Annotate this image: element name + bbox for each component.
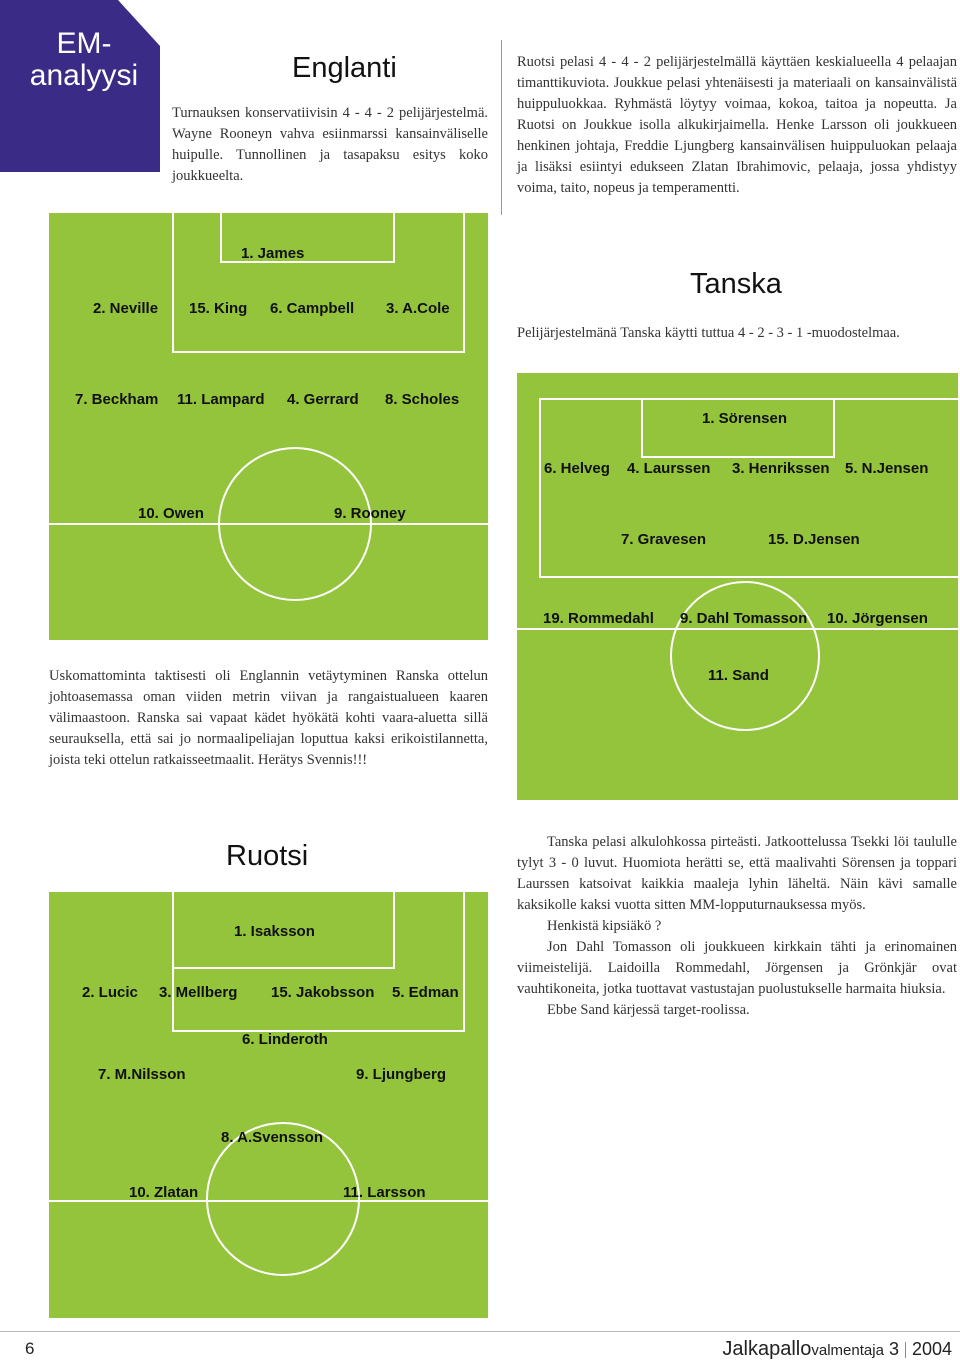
denmark-player: 4. Laurssen (627, 460, 711, 477)
england-player: 7. Beckham (75, 391, 159, 408)
sweden-player: 1. Isaksson (234, 923, 315, 940)
denmark-player: 9. Dahl Tomasson (680, 610, 808, 627)
denmark-analysis-p1: Tanska pelasi alkulohkossa pirteästi. Jatkoottelussa Tsekki löi taululle tylyt 3 - 0 luvut. Huomiota herätti se, että maalivahti Sörensen ja toppari Laurssen katsoivat kaikkia maaleja lyhin läheltä. Näin kävi samalle kaksikolle kaksi vuotta sitten MM-lopputurnauksessa myös. (517, 834, 957, 913)
england-player: 9. Rooney (334, 505, 406, 522)
magazine-subtitle: valmentaja (811, 1342, 884, 1359)
magazine-brand: Jalkapallo (722, 1338, 812, 1360)
footer-separator (905, 1342, 906, 1358)
denmark-player: 5. N.Jensen (845, 460, 929, 477)
denmark-analysis-p2: Henkistä kipsiäkö ? (547, 918, 662, 934)
center-circle (670, 581, 820, 731)
sweden-player: 5. Edman (392, 984, 459, 1001)
sweden-pitch (49, 892, 488, 1318)
denmark-player: 19. Rommedahl (543, 610, 654, 627)
denmark-pitch (517, 373, 958, 800)
section-tag: EM- analyysi (29, 27, 139, 92)
denmark-player: 15. D.Jensen (768, 531, 860, 548)
sweden-player: 11. Larsson (343, 1184, 426, 1201)
denmark-player: 3. Henrikssen (732, 460, 830, 477)
page-number: 6 (25, 1339, 35, 1358)
denmark-player: 10. Jörgensen (827, 610, 928, 627)
england-intro: Turnauksen konservatiivisin 4 - 4 - 2 pelijärjestelmä. Wayne Rooneyn vahva esiinmarssi kansainväliselle huipulle. Tunnollinen ja tasapaksu esitys koko joukkueelta. (172, 105, 488, 184)
sweden-player: 15. Jakobsson (271, 984, 375, 1001)
england-title: Englanti (292, 52, 397, 84)
denmark-analysis-p4: Ebbe Sand kärjessä target-roolissa. (547, 1002, 750, 1018)
england-player: 3. A.Cole (386, 300, 450, 317)
footer-rule (0, 1331, 960, 1332)
england-player: 10. Owen (138, 505, 204, 522)
halfway-line (49, 523, 488, 525)
sweden-player: 7. M.Nilsson (98, 1066, 186, 1083)
denmark-intro: Pelijärjestelmänä Tanska käytti tuttua 4 - 2 - 3 - 1 -muodostelmaa. (517, 325, 900, 341)
goal-area (641, 398, 835, 458)
england-player: 1. James (241, 245, 305, 262)
england-player: 11. Lampard (177, 391, 265, 408)
section-badge (0, 0, 160, 172)
sweden-player: 2. Lucic (82, 984, 138, 1001)
sweden-player: 6. Linderoth (242, 1031, 328, 1048)
denmark-player: 7. Gravesen (621, 531, 707, 548)
sweden-title: Ruotsi (226, 840, 309, 872)
denmark-analysis (517, 832, 957, 1021)
england-analysis: Uskomattominta taktisesti oli Englannin vetäytyminen Ranska ottelun johtoasemassa oman viiden metrin viivan ja rangaistualueen kaaren välimaastoon. Ranska sai vapaat kädet hyökätä kohti vaara-aluetta sillä seurauksella, että sai jo normaalipeliajan loputtua kaksi erikoistilannetta, joista teki ottelun ratkaisseetmaalit. Herätys Svennis!!! (49, 668, 488, 768)
denmark-analysis-p3: Jon Dahl Tomasson oli joukkueen kirkkain tähti ja erinomainen viimeistelijä. Laidoilla Rommedahl, Jörgensen ja Grönkjär ovat vauhtikoneita, jotka tuottavat vastustajan puolustukselle harmaita hiuksia. (517, 939, 957, 997)
england-player: 6. Campbell (270, 300, 355, 317)
england-player: 4. Gerrard (287, 391, 359, 408)
england-player: 2. Neville (93, 300, 159, 317)
england-player: 15. King (189, 300, 248, 317)
england-pitch (49, 213, 488, 640)
denmark-title: Tanska (690, 268, 782, 300)
sweden-player: 3. Mellberg (159, 984, 238, 1001)
issue-number: 3 (888, 1339, 899, 1359)
magazine-name (722, 1338, 952, 1361)
denmark-player: 11. Sand (708, 667, 769, 684)
column-divider (501, 40, 502, 215)
sweden-player: 10. Zlatan (129, 1184, 199, 1201)
denmark-player: 6. Helveg (544, 460, 610, 477)
denmark-player: 1. Sörensen (702, 410, 788, 427)
sweden-player: 9. Ljungberg (356, 1066, 446, 1083)
sweden-player: 8. A.Svensson (221, 1129, 323, 1146)
sweden-description: Ruotsi pelasi 4 - 4 - 2 pelijärjestelmällä käyttäen keskialueella 4 pelaajan timanttikuviota. Joukkue pelasi yhtenäisesti ja materiaali on kansainvälistä huippuluokkaa. Ryhmästä löytyy voimaa, kokoa, taitoa ja nopeutta. Ja Ruotsi on Joukkue isolla alkukirjaimella. Henke Larsson oli joukkueen henkinen johtaja, Freddie Ljungberg kansainvälisen huippuluokan pelaaja ja lisäksi esiintyi edukseen Zlatan Ibrahimovic, pelaaja, jossa yhdistyy voima, taito, nopeus ja temperamentti. (517, 54, 957, 196)
year: 2004 (911, 1339, 952, 1359)
england-player: 8. Scholes (385, 391, 460, 408)
